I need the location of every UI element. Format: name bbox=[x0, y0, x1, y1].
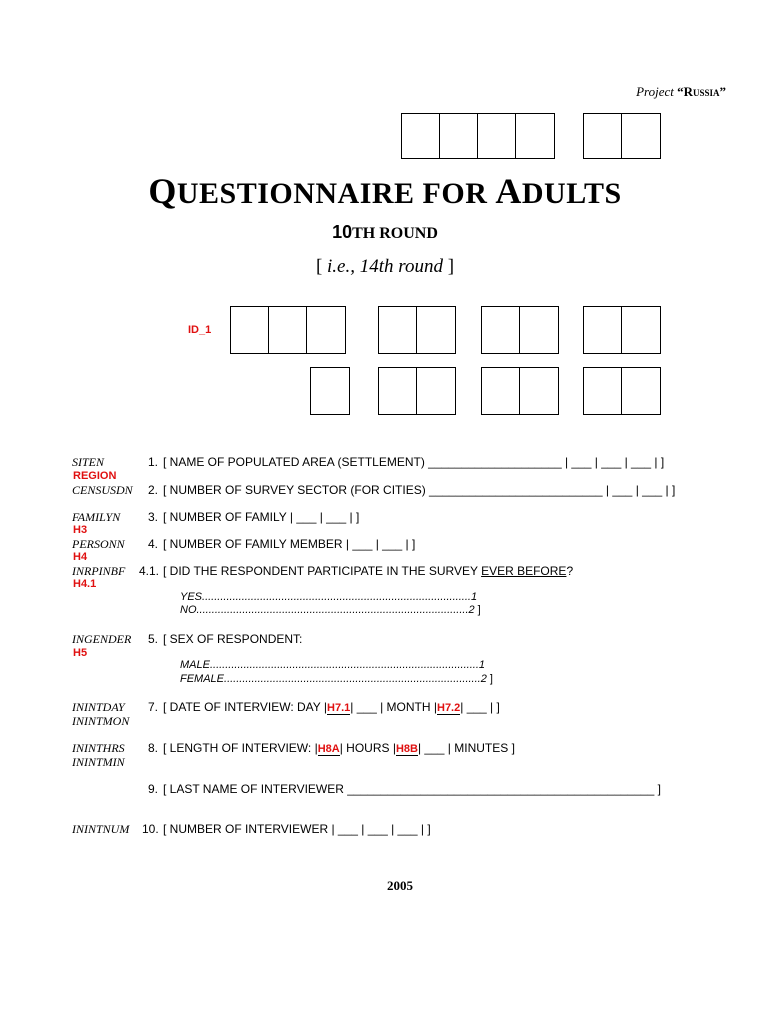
code-box[interactable] bbox=[440, 114, 478, 158]
var-siten: SITEN bbox=[72, 455, 105, 469]
var-inintmon: ININTMON bbox=[72, 714, 130, 728]
option-yes-code: 1 bbox=[470, 591, 478, 603]
ie-open: [ bbox=[315, 256, 328, 277]
project-label bbox=[636, 84, 726, 100]
id-boxes-7[interactable] bbox=[481, 367, 559, 415]
year-label: 2005 bbox=[387, 878, 413, 893]
id-box[interactable] bbox=[520, 307, 558, 353]
var-censusdn: CENSUSDN bbox=[72, 483, 133, 497]
ie-note bbox=[0, 256, 770, 278]
project-name: “Russia” bbox=[677, 84, 726, 99]
q8-number: 8. bbox=[148, 741, 159, 755]
title-initial-q: Q bbox=[148, 171, 177, 211]
ie-text: i.e., 14th round bbox=[327, 256, 443, 277]
q8-text bbox=[163, 741, 515, 755]
q41-text bbox=[163, 564, 573, 578]
option-male[interactable] bbox=[180, 659, 485, 671]
q10-number: 10. bbox=[142, 822, 159, 836]
var-inintday: ININTDAY bbox=[72, 700, 125, 714]
q4-text: [ NUMBER OF FAMILY MEMBER | ___ | ___ | ] bbox=[163, 537, 416, 551]
id-box[interactable] bbox=[622, 368, 660, 414]
q4-number: 4. bbox=[148, 537, 159, 551]
q9-text[interactable]: [ LAST NAME OF INTERVIEWER ______________________________________________ ] bbox=[163, 782, 661, 796]
q7-text-2: | ___ | MONTH | bbox=[350, 700, 437, 714]
page-title bbox=[0, 170, 770, 212]
option-no-close: ] bbox=[474, 604, 481, 616]
q1-number: 1. bbox=[148, 455, 159, 469]
code-box[interactable] bbox=[622, 114, 660, 158]
q9-number: 9. bbox=[148, 782, 159, 796]
code-h71[interactable]: H7.1 bbox=[327, 702, 351, 714]
q41-number: 4.1. bbox=[139, 564, 160, 578]
code-box[interactable] bbox=[584, 114, 622, 158]
code-h8a[interactable]: H8A bbox=[317, 743, 340, 755]
code-boxes-top-a[interactable] bbox=[401, 113, 555, 159]
option-yes-label: YES........................................................................................ bbox=[180, 591, 471, 603]
code-boxes-top-b[interactable] bbox=[583, 113, 661, 159]
q41-text-pre: [ DID THE RESPONDENT PARTICIPATE IN THE SURVEY bbox=[163, 564, 482, 578]
code-region: REGION bbox=[73, 470, 117, 482]
id-box[interactable] bbox=[269, 307, 307, 353]
q8-text-1: [ LENGTH OF INTERVIEW: | bbox=[163, 741, 318, 755]
id-box[interactable] bbox=[417, 368, 455, 414]
code-h4: H4 bbox=[73, 551, 88, 563]
var-personn: PERSONN bbox=[72, 537, 125, 551]
round-label bbox=[0, 222, 770, 243]
id-boxes-5[interactable] bbox=[310, 367, 350, 415]
q7-text-3: | ___ | ] bbox=[460, 700, 500, 714]
q1-text: [ NAME OF POPULATED AREA (SETTLEMENT) ____________________ | ___ | ___ | ___ | ] bbox=[163, 455, 665, 469]
project-prefix: Project bbox=[636, 84, 674, 99]
q8-text-2: | HOURS | bbox=[339, 741, 396, 755]
id-boxes-8[interactable] bbox=[583, 367, 661, 415]
q41-text-underlined: EVER BEFORE bbox=[481, 564, 567, 578]
ie-close: ] bbox=[442, 256, 455, 277]
code-box[interactable] bbox=[478, 114, 516, 158]
id-box[interactable] bbox=[379, 368, 417, 414]
id-box[interactable] bbox=[482, 307, 520, 353]
code-h41: H4.1 bbox=[73, 578, 97, 590]
id-box[interactable] bbox=[584, 307, 622, 353]
q5-text: [ SEX OF RESPONDENT: bbox=[163, 632, 303, 646]
option-female-label: FEMALE.................................................................................... bbox=[180, 673, 481, 685]
q41-text-post: ? bbox=[566, 564, 574, 578]
code-h72[interactable]: H7.2 bbox=[437, 702, 461, 714]
round-suffix: TH ROUND bbox=[352, 225, 438, 242]
code-h3: H3 bbox=[73, 524, 88, 536]
id-box[interactable] bbox=[231, 307, 269, 353]
q3-text: [ NUMBER OF FAMILY | ___ | ___ | ] bbox=[163, 510, 360, 524]
q7-number: 7. bbox=[148, 700, 159, 714]
id-box[interactable] bbox=[520, 368, 558, 414]
q7-text bbox=[163, 700, 500, 714]
var-inintnum: ININTNUM bbox=[72, 822, 130, 836]
var-inrpinbf: INRPINBF bbox=[72, 564, 126, 578]
id-box[interactable] bbox=[584, 368, 622, 414]
q2-text: [ NUMBER OF SURVEY SECTOR (FOR CITIES) __________________________ | ___ | ___ | ] bbox=[163, 483, 676, 497]
id-box[interactable] bbox=[622, 307, 660, 353]
q10-text: [ NUMBER OF INTERVIEWER | ___ | ___ | ___ | ] bbox=[163, 822, 431, 836]
id-box[interactable] bbox=[482, 368, 520, 414]
id-boxes-4[interactable] bbox=[583, 306, 661, 354]
round-number: 10 bbox=[332, 222, 353, 242]
id-label: ID_1 bbox=[188, 324, 212, 336]
code-h5: H5 bbox=[73, 647, 88, 659]
q3-number: 3. bbox=[148, 510, 159, 524]
code-box[interactable] bbox=[516, 114, 554, 158]
option-female-code: 2 bbox=[480, 673, 487, 685]
q7-text-1: [ DATE OF INTERVIEW: DAY | bbox=[163, 700, 328, 714]
id-boxes-1[interactable] bbox=[230, 306, 346, 354]
title-part-2: DULTS bbox=[521, 177, 622, 210]
option-male-code: 1 bbox=[478, 659, 486, 671]
id-boxes-3[interactable] bbox=[481, 306, 559, 354]
id-box[interactable] bbox=[417, 307, 455, 353]
code-h8b[interactable]: H8B bbox=[395, 743, 418, 755]
id-boxes-6[interactable] bbox=[378, 367, 456, 415]
id-box[interactable] bbox=[307, 307, 345, 353]
var-inintmin: ININTMIN bbox=[72, 755, 125, 769]
var-familyn: FAMILYN bbox=[72, 510, 121, 524]
code-box[interactable] bbox=[402, 114, 440, 158]
id-box[interactable] bbox=[311, 368, 349, 414]
q8-text-3: | ___ | MINUTES ] bbox=[417, 741, 515, 755]
option-yes[interactable] bbox=[180, 591, 477, 603]
option-no-code: 2 bbox=[468, 604, 475, 616]
option-no[interactable] bbox=[180, 604, 481, 616]
var-ingender: INGENDER bbox=[72, 632, 132, 646]
title-part-1: UESTIONNAIRE FOR bbox=[176, 177, 496, 210]
id-box[interactable] bbox=[379, 307, 417, 353]
option-no-label: NO......................................................................................... bbox=[180, 604, 469, 616]
title-initial-a: A bbox=[495, 171, 522, 211]
q2-number: 2. bbox=[148, 483, 159, 497]
q5-number: 5. bbox=[148, 632, 159, 646]
option-female[interactable] bbox=[180, 673, 493, 685]
option-male-label: MALE........................................................................................ bbox=[180, 659, 479, 671]
option-female-close: ] bbox=[486, 673, 493, 685]
id-boxes-2[interactable] bbox=[378, 306, 456, 354]
var-ininthrs: ININTHRS bbox=[72, 741, 125, 755]
